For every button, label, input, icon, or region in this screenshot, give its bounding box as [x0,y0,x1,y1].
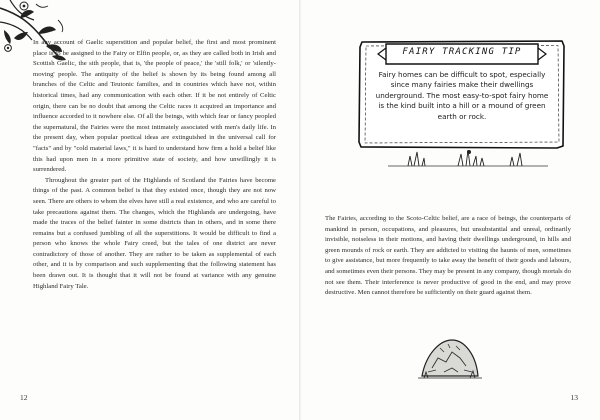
left-page-body [33,38,276,292]
tip-title: FAIRY TRACKING TIP [402,47,522,57]
right-paragraph-1: The Fairies, according to the Scoto-Celtic belief, are a race of beings, the counterparts of mankind in person, occupations, and pleasures, but unsubstantial and unreal, ordinarily invisible, noiseless in their motions, and having their dwellings underground, in hills and green mounds of rock or earth. They are addicted to visiting the haunts of men, sometimes to give assistance, but more frequently to take away the benefit of their goods and labours, and sometimes even their persons. They may be present in any company, though mortals do not see them. Their interference is never productive of good in the end, and may prove destructive. Men cannot therefore be sufficiently on their guard against them. [325,215,571,297]
page-number-left: 12 [20,393,28,402]
left-paragraph-1: In any account of Gaelic superstition and popular belief, the first and most prominent place is to be assigned to the Fairy or Elfin people, or, as they are called both in Irish and Scottish Gaelic, the sith people, that is, 'the people of peace,' the 'still folk,' or 'silently-moving' people. The antiquity of the belief is shown by its being found among all branches of the Celtic and Teutonic families, and in countries which have not, within historical times, had any communication with each other. If it be not entirely of Celtic origin, there can be no doubt that among the Celtic races it acquired an importance and influence accorded to it nowhere else. Of all the beings, with which fear or fancy peopled the supernatural, the Fairies were the most intimately associated with men's daily life. In the present day, when popular poetical ideas are extinguished in the universal call for "facts" and by "cold material laws," it is hard to understand how firm a hold a belief like this had upon men in a more primitive state of society, and how unwillingly it is surrendered. [33,39,276,174]
left-paragraph-2: Throughout the greater part of the Highlands of Scotland the Fairies have become things of the past. A common belief is that they existed once, though they are not now seen. There are others to whom the elves have still a real existence, and who are careful to take precautions against them. The changes, which the Highlands are undergoing, have made the traces of the belief fainter in some districts than in others, and in some there remains but a confused jumbling of all the superstitions. It would be difficult to find a person who knows the whole Fairy creed, but the tales of one district are never contradictory of those of another. They are rather to be taken as supplemental of each other, and it is by comparison and such supplementing that the following statement has been drawn out. It is thought that it will not be found at variance with any genuine Highland Fairy Tale. [33,176,276,290]
fairy-mound-illustration [418,332,482,380]
fairy-tracking-tip-box [356,38,568,150]
tip-text: Fairy homes can be difficult to spot, especially since many fairies make their dwellings underground. The most easy-to-spot fairy home is the kind built into a hill or a mound of green earth or rock. [375,70,549,121]
grass-illustration [388,148,548,168]
right-page-body [325,214,571,299]
page-number-right: 13 [570,393,578,402]
